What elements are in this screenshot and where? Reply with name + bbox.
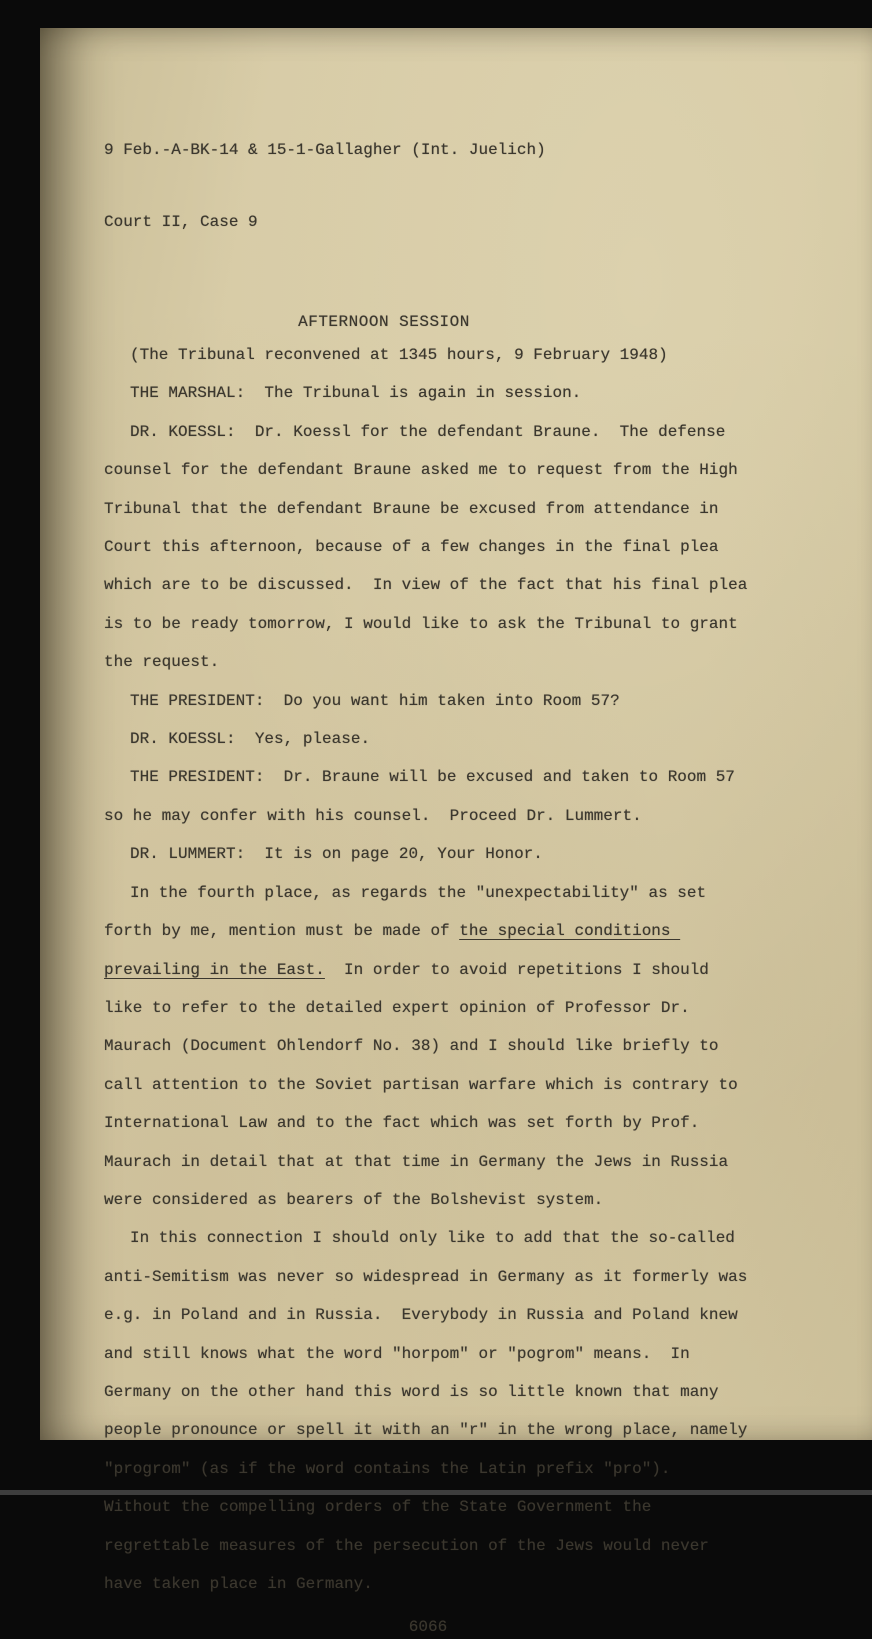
transcript-paragraph — [104, 682, 752, 720]
text-segment: DR. KOESSL: Dr. Koessl for the defendant Braune. The defense counsel for the defendant Braune asked me to request from the High Tribunal that the defendant Braune be excused from attendance in Court this afternoon, because of a few changes in the final plea which are to be discussed. In view of the fact that his final plea is to be ready tomorrow, I would like to ask the Tribunal to grant the request. — [104, 422, 757, 672]
document-header-line2: Court II, Case 9 — [104, 213, 258, 231]
underlined-text-segment: the special conditions prevailing in the East. — [104, 922, 681, 979]
transcript-paragraph — [104, 874, 752, 1220]
transcript-paragraph — [104, 374, 752, 412]
page-number: 6066 — [408, 1618, 448, 1637]
transcript-paragraph — [104, 835, 752, 873]
transcript-paragraph — [104, 758, 752, 835]
transcript-paragraph — [104, 336, 752, 374]
text-segment: In order to avoid repetitions I should like to refer to the detailed expert opinion of Professor Dr. Maurach (Document Ohlendorf No. 38) and I should like briefly to call attention to the Soviet partisan warfare which is contrary to International Law and to the fact which was set forth by Prof. Maurach in detail that at that time in Germany the Jews in Russia were considered as bearers of the Bolshevist system. — [104, 960, 748, 1209]
text-segment: THE PRESIDENT: Do you want him taken into Room 57? — [130, 691, 620, 710]
session-title: AFTERNOON SESSION — [298, 313, 470, 331]
paper-page — [40, 28, 872, 1637]
scan-bottom-strip — [0, 1490, 872, 1495]
page-content — [104, 90, 757, 1639]
text-segment: DR. LUMMERT: It is on page 20, Your Honor. — [130, 845, 543, 864]
transcript-paragraph — [104, 720, 752, 758]
document-header — [104, 90, 752, 282]
transcript-body — [104, 336, 757, 1603]
text-segment: In this connection I should only like to add that the so-called anti-Semitism was never so widespread in Germany as it formerly was e.g. in Poland and in Russia. Everybody in Russia and Poland knew and still knows what the word "horpom" or "pogrom" means. In Germany on the other hand this word is so little known that many people pronounce or spell it with an "r" in the wrong place, namely "progrom" (as if the word contains the Latin prefix "pro"). Without the compelling orders of the State Government the regrettable measures of the persecution of the Jews would never have taken place in Germany. — [104, 1229, 757, 1593]
text-segment: DR. KOESSL: Yes, please. — [130, 730, 371, 749]
transcript-paragraph — [104, 413, 757, 682]
text-segment: THE PRESIDENT: Dr. Braune will be excused and taken to Room 57 so he may confer with his counsel. Proceed Dr. Lummert. — [104, 768, 745, 825]
document-header-line1: 9 Feb.-A-BK-14 & 15-1-Gallagher (Int. Juelich) — [104, 141, 546, 159]
text-segment: THE MARSHAL: The Tribunal is again in session. — [130, 384, 582, 403]
transcript-paragraph — [104, 1219, 757, 1603]
text-segment: (The Tribunal reconvened at 1345 hours, 9 February 1948) — [130, 346, 668, 364]
text-segment: In the fourth place, as regards the "unexpectability" as set forth by me, mention must be made of — [104, 883, 716, 941]
